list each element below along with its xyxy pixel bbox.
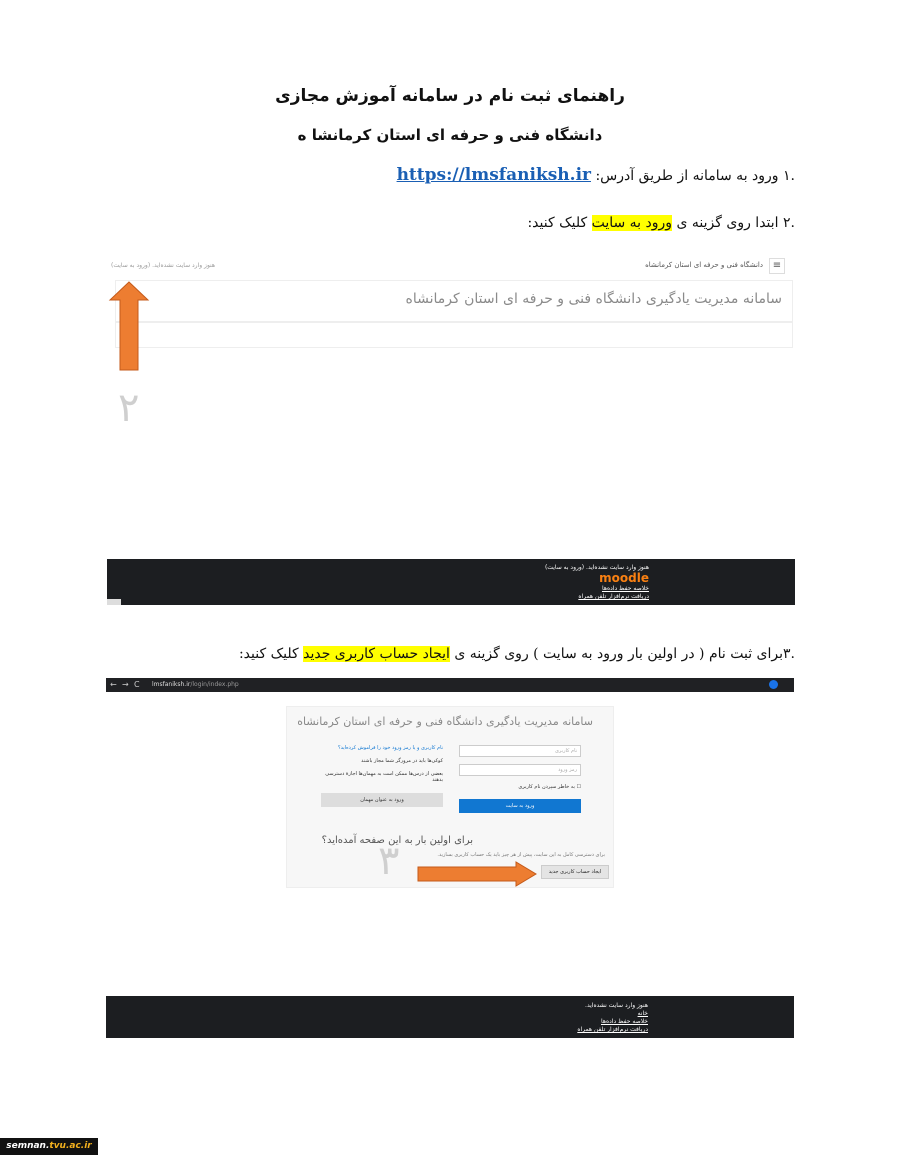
first-time-question: برای اولین بار به این صفحه آمده‌اید؟ (321, 835, 473, 846)
document-title: راهنمای ثبت نام در سامانه آموزش مجازی (275, 86, 625, 106)
step-3-pre: .۳برای ثبت نام ( در اولین بار ورود به سایت ) روی گزینه ی (454, 646, 795, 662)
password-input[interactable]: رمز ورود (459, 764, 581, 776)
shot1-footer-mobile-app[interactable]: دریافت نرم‌افزار تلفن همراه (578, 593, 649, 600)
watermark-domain: tvu.ac.ir (49, 1141, 92, 1151)
step-2-pre: .۲ ابتدا روی گزینه ی (676, 215, 795, 231)
shot2-footer-data-summary[interactable]: خلاصه حفظ داده‌ها (600, 1018, 648, 1025)
remember-username-checkbox[interactable] (518, 784, 581, 790)
login-card-title: سامانه مدیریت یادگیری دانشگاه فنی و حرفه ای استان کرمانشاه (297, 715, 593, 728)
shot1-corner-box (107, 599, 121, 605)
shot1-footer-data-summary[interactable]: خلاصه حفظ داده‌ها (601, 585, 649, 592)
step-2-highlight: ورود به سایت (591, 215, 673, 231)
create-account-button[interactable]: ایجاد حساب کاربری جدید (541, 865, 609, 879)
username-input[interactable]: نام کاربری (459, 745, 581, 757)
shot1-footer-login[interactable]: هنوز وارد سایت نشده‌اید. (ورود به سایت) (544, 564, 649, 571)
shot2-footer (106, 996, 794, 1038)
browser-toolbar (106, 678, 794, 692)
step-1-text: .۱ ورود به سامانه از طریق آدرس: (595, 168, 795, 184)
reload-icon[interactable]: C (134, 680, 140, 689)
shot2-footer-mobile-app[interactable]: دریافت نرم‌افزار تلفن همراه (577, 1026, 648, 1033)
moodle-logo: moodle (599, 571, 649, 585)
step-3-highlight: ایجاد حساب کاربری جدید (303, 646, 450, 662)
shot1-header-title: سامانه مدیریت یادگیری دانشگاه فنی و حرفه ای استان کرمانشاه (405, 291, 782, 307)
shot2-footer-login: هنوز وارد سایت نشده‌اید. (585, 1002, 648, 1009)
step-1 (397, 165, 795, 185)
login-button[interactable]: ورود به سایت (459, 799, 581, 813)
remember-checkbox-icon[interactable]: ☐ (576, 784, 581, 790)
url-domain: lmsfaniksh.ir (152, 681, 191, 688)
forgot-password-link[interactable]: نام کاربری و یا رمز ورود خود را فراموش کرده‌اید؟ (338, 745, 443, 751)
watermark-host: semnan. (6, 1141, 50, 1151)
shot1-header (115, 280, 793, 322)
menu-icon[interactable]: ≡ (769, 258, 785, 274)
shot1-navbar (107, 255, 791, 277)
shot1-content-box (115, 322, 793, 348)
forward-icon[interactable]: → (122, 680, 129, 689)
step-3-post: کلیک کنید: (238, 646, 299, 662)
step-2 (527, 215, 795, 231)
shot2-footer-home[interactable]: خانه (637, 1010, 648, 1017)
annotation-digit-2: ۲ (118, 385, 140, 431)
profile-avatar-icon[interactable] (769, 680, 778, 689)
shot1-site-name[interactable]: دانشگاه فنی و حرفه ای استان کرمانشاه (645, 261, 763, 269)
document-subtitle: دانشگاه فنی و حرفه ای استان کرمانشا ه (297, 126, 603, 144)
cookies-note: کوکی‌ها باید در مرورگر شما مجاز باشند (361, 758, 443, 764)
annotation-digit-3: ۳ (378, 838, 400, 884)
shot1-footer (107, 559, 795, 605)
step-3 (239, 646, 795, 662)
step-2-post: کلیک کنید: (527, 215, 588, 231)
guest-login-button[interactable]: ورود به عنوان مهمان (321, 793, 443, 807)
guest-note: بعضی از درس‌ها ممکن است به مهمان‌ها اجازهٔ دسترسی بدهند (325, 771, 443, 783)
source-watermark (0, 1138, 98, 1155)
url-path: /login/index.php (190, 681, 239, 688)
back-icon[interactable]: ← (110, 680, 117, 689)
address-bar[interactable] (152, 681, 239, 688)
arrow-right-annotation (416, 860, 538, 888)
arrow-up-annotation (107, 280, 151, 372)
first-time-description: برای دسترسی کامل به این سایت، پیش از هر چیز باید یک حساب کاربری بسازید. (437, 852, 605, 858)
remember-label: به خاطر سپردن نام کاربری (518, 784, 575, 790)
shot1-login-link[interactable]: هنوز وارد سایت نشده‌اید. (ورود به سایت) (111, 262, 216, 269)
lms-link[interactable]: https://lmsfaniksh.ir (396, 165, 591, 185)
